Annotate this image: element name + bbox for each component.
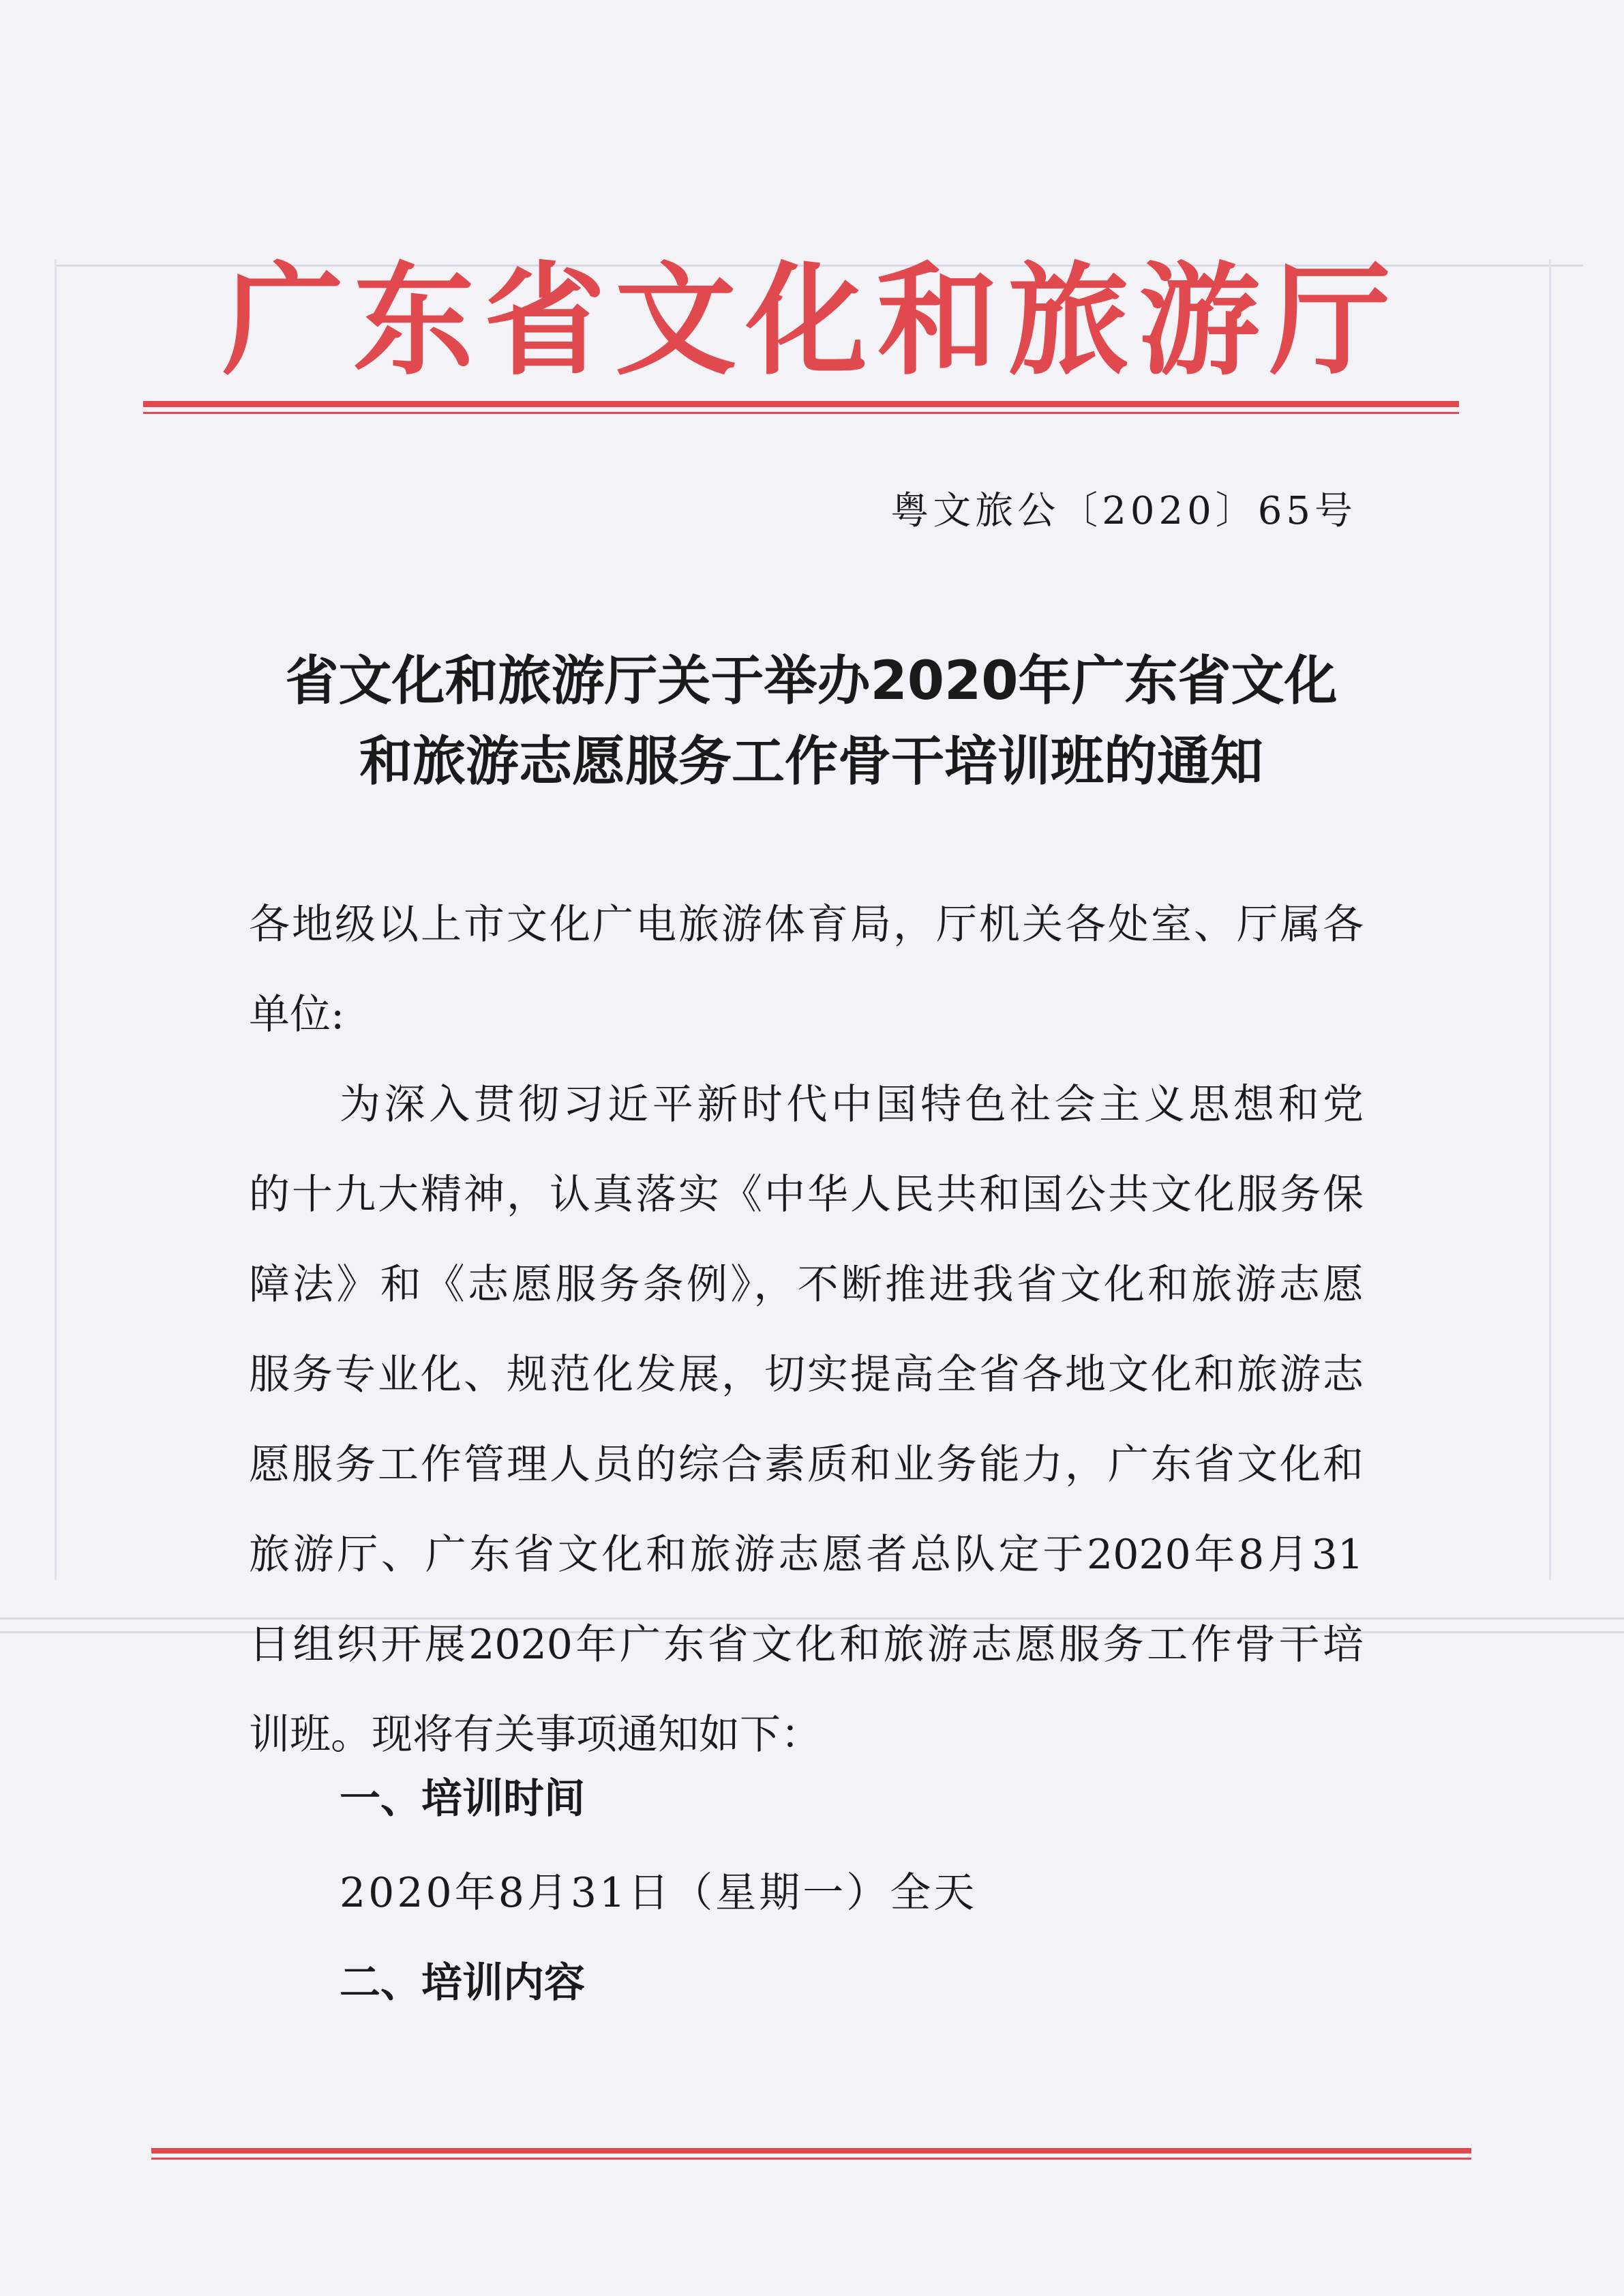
addressee-line: 各地级以上市文化广电旅游体育局，厅机关各处室、厅属各 — [249, 901, 1364, 949]
title-line-1: 省文化和旅游厅关于举办2020年广东省文化 — [285, 651, 1338, 712]
body-line: 障法》和《志愿服务条例》，不断推进我省文化和旅游志愿 — [249, 1261, 1364, 1309]
body-line: 的十九大精神，认真落实《中华人民共和国公共文化服务保 — [249, 1171, 1364, 1219]
section-heading-training-time: 一、培训时间 — [340, 1775, 585, 1823]
body-line: 愿服务工作管理人员的综合素质和业务能力，广东省文化和 — [249, 1441, 1364, 1489]
footer-red-line-thin — [151, 2158, 1471, 2160]
scan-artifact — [55, 259, 57, 1580]
masthead: 广东省文化和旅游厅 — [222, 249, 1400, 391]
body-line: 旅游厅、广东省文化和旅游志愿者总队定于2020年8月31 — [249, 1531, 1364, 1579]
title-line-2: 和旅游志愿服务工作骨干培训班的通知 — [359, 731, 1263, 792]
body-line: 为深入贯彻习近平新时代中国特色社会主义思想和党 — [340, 1081, 1364, 1129]
header-red-line-thin — [143, 412, 1459, 414]
document-number: 粤文旅公〔2020〕65号 — [890, 489, 1357, 533]
addressee-line: 单位: — [249, 991, 345, 1039]
scan-artifact — [1549, 259, 1551, 1580]
training-date: 2020年8月31日（星期一）全天 — [340, 1869, 978, 1917]
section-heading-training-content: 二、培训内容 — [340, 1959, 585, 2007]
body-line: 服务专业化、规范化发展，切实提高全省各地文化和旅游志 — [249, 1351, 1364, 1399]
body-line: 训班。现将有关事项通知如下： — [249, 1711, 822, 1759]
body-line: 日组织开展2020年广东省文化和旅游志愿服务工作骨干培 — [249, 1621, 1364, 1669]
footer-red-line — [151, 2148, 1471, 2153]
header-red-line — [143, 401, 1459, 407]
